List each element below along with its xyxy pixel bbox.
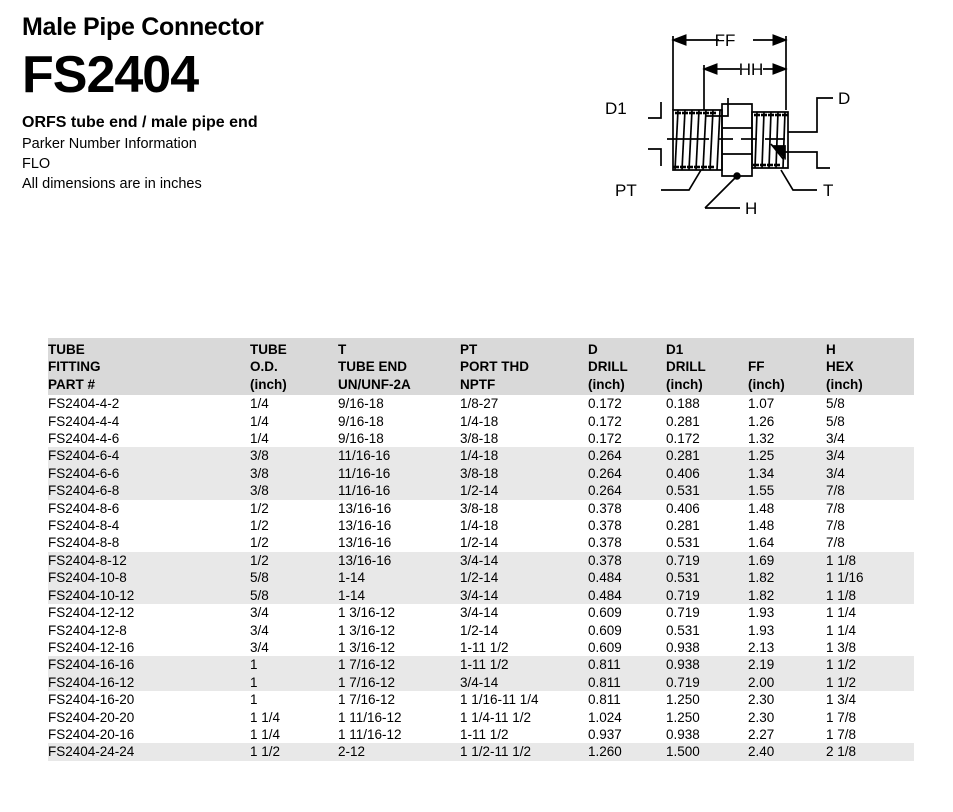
cell-h-hex: 1 1/4: [826, 605, 857, 621]
cell-tube-od: 5/8: [250, 587, 338, 604]
meta-flo: FLO: [22, 156, 51, 172]
cell-port-thd: 3/4-14: [460, 605, 499, 621]
cell-ff: 1.64: [748, 535, 775, 551]
cell-d-drill: 0.378: [588, 518, 622, 534]
cell-h-hex: 5/8: [826, 396, 845, 412]
callout-label-ff: FF: [714, 31, 736, 50]
cell-tube-end: 1 3/16-12: [338, 622, 396, 638]
cell-d1-drill: 0.188: [666, 396, 700, 412]
cell-part: FS2404-10-12: [48, 587, 250, 604]
cell-d-drill: 0.378: [588, 552, 666, 569]
cell-h-hex: 1 1/16: [826, 569, 914, 586]
column-header-d-drill: D DRILL (inch): [588, 338, 666, 395]
cell-part: FS2404-16-12: [48, 674, 250, 691]
table-row: [48, 726, 914, 743]
cell-part: FS2404-16-20: [48, 692, 135, 708]
cell-tube-od: 1/4: [250, 396, 269, 412]
cell-d1-drill: 0.531: [666, 622, 700, 638]
specification-table: [48, 338, 914, 761]
cell-tube-od: 1: [250, 692, 258, 708]
column-header-d1-drill: D1 DRILL (inch): [666, 338, 748, 395]
table-row: [48, 656, 914, 673]
column-header-ff: FF (inch): [748, 338, 826, 395]
cell-part: FS2404-12-12: [48, 605, 135, 621]
cell-ff: 2.19: [748, 656, 826, 673]
cell-d-drill: 0.378: [588, 500, 622, 516]
cell-d-drill: 0.609: [588, 639, 622, 655]
table-row: [48, 604, 914, 621]
cell-ff: 1.48: [748, 500, 775, 516]
cell-part: FS2404-8-8: [48, 535, 120, 551]
cell-h-hex: 3/4: [826, 447, 914, 464]
cell-d-drill: 0.264: [588, 447, 666, 464]
cell-tube-end: 11/16-16: [338, 465, 460, 482]
cell-tube-od: 3/8: [250, 465, 338, 482]
cell-port-thd: 1-11 1/2: [460, 726, 509, 742]
callout-label-h: H: [745, 199, 758, 218]
cell-ff: 1.26: [748, 413, 775, 429]
cell-ff: 1.69: [748, 552, 826, 569]
cell-tube-end: 1 3/16-12: [338, 605, 396, 621]
cell-h-hex: 1 1/2: [826, 656, 914, 673]
cell-d1-drill: 0.531: [666, 569, 748, 586]
cell-tube-end: 1 7/16-12: [338, 692, 396, 708]
specification-table-body: [48, 395, 914, 761]
cell-ff: 1.82: [748, 569, 826, 586]
cell-h-hex: 7/8: [826, 535, 845, 551]
cell-d-drill: 0.172: [588, 413, 622, 429]
cell-part: FS2404-20-20: [48, 709, 135, 725]
cell-port-thd: 1 1/16-11 1/4: [460, 692, 539, 708]
cell-d1-drill: 0.938: [666, 656, 748, 673]
cell-tube-od: 3/4: [250, 605, 269, 621]
t-leader: [785, 152, 830, 168]
cell-h-hex: 1 1/8: [826, 552, 914, 569]
table-row: [48, 482, 914, 499]
cell-h-hex: 7/8: [826, 482, 914, 499]
cell-d-drill: 0.811: [588, 692, 621, 708]
callout-label-pt: PT: [615, 181, 637, 200]
cell-tube-end: 1 11/16-12: [338, 726, 402, 742]
cell-h-hex: 5/8: [826, 413, 845, 429]
cell-d1-drill: 0.281: [666, 518, 700, 534]
cell-tube-end: 11/16-16: [338, 447, 460, 464]
cell-part: FS2404-8-4: [48, 518, 120, 534]
cell-port-thd: 1/8-27: [460, 396, 499, 412]
cell-ff: 1.82: [748, 587, 826, 604]
cell-d1-drill: 0.531: [666, 535, 700, 551]
table-row: [48, 622, 914, 639]
cell-tube-end: 2-12: [338, 743, 460, 760]
cell-ff: 2.30: [748, 709, 775, 725]
cell-tube-end: 13/16-16: [338, 500, 392, 516]
cell-ff: 1.48: [748, 518, 775, 534]
cell-tube-od: 3/8: [250, 482, 338, 499]
cell-part: FS2404-24-24: [48, 743, 250, 760]
cell-port-thd: 3/4-14: [460, 552, 588, 569]
cell-port-thd: 3/8-18: [460, 431, 499, 447]
cell-h-hex: 1 1/8: [826, 587, 914, 604]
cell-port-thd: 1/2-14: [460, 569, 588, 586]
cell-d1-drill: 0.719: [666, 552, 748, 569]
cell-part: FS2404-12-16: [48, 639, 135, 655]
column-header-h-hex: H HEX (inch): [826, 338, 914, 395]
hex-body: [722, 104, 752, 176]
column-header-part: TUBE FITTING PART #: [48, 338, 250, 395]
cell-tube-od: 3/4: [250, 622, 269, 638]
column-header-tube-end: T TUBE END UN/UNF-2A: [338, 338, 460, 395]
cell-tube-end: 1-14: [338, 569, 460, 586]
cell-ff: 1.25: [748, 447, 826, 464]
cell-tube-od: 1/2: [250, 518, 269, 534]
cell-port-thd: 1/4-18: [460, 413, 499, 429]
cell-tube-od: 1/2: [250, 535, 269, 551]
cell-port-thd: 1/2-14: [460, 622, 499, 638]
cell-ff: 2.27: [748, 726, 775, 742]
cell-tube-end: 13/16-16: [338, 552, 460, 569]
table-row: [48, 517, 914, 534]
cell-d1-drill: 0.531: [666, 482, 748, 499]
cell-ff: 2.40: [748, 743, 826, 760]
table-row: [48, 674, 914, 691]
column-header-tube-od: TUBE O.D. (inch): [250, 338, 338, 395]
cell-part: FS2404-10-8: [48, 569, 250, 586]
cell-h-hex: 1 1/2: [826, 674, 914, 691]
cell-d1-drill: 0.281: [666, 413, 700, 429]
pt-callout-leader: [661, 170, 701, 190]
cell-d1-drill: 1.500: [666, 743, 748, 760]
specification-table-container: [48, 338, 914, 761]
cell-d-drill: 0.378: [588, 535, 622, 551]
cell-part: FS2404-8-12: [48, 552, 250, 569]
cell-d1-drill: 1.250: [666, 692, 700, 708]
cell-tube-end: 9/16-18: [338, 413, 384, 429]
cell-d1-drill: 0.719: [666, 605, 700, 621]
table-row: [48, 413, 914, 430]
cell-d-drill: 1.024: [588, 709, 622, 725]
cell-tube-end: 9/16-18: [338, 396, 384, 412]
cell-h-hex: 1 7/8: [826, 726, 857, 742]
cell-part: FS2404-4-2: [48, 396, 120, 412]
cell-d-drill: 0.811: [588, 674, 666, 691]
cell-port-thd: 1 1/4-11 1/2: [460, 709, 532, 725]
table-row: [48, 395, 914, 412]
cell-part: FS2404-6-4: [48, 447, 250, 464]
table-header-row: [48, 338, 914, 395]
cell-tube-end: 9/16-18: [338, 431, 384, 447]
t-callout-leader: [781, 170, 817, 190]
cell-d-drill: 0.172: [588, 431, 622, 447]
callout-label-d: D: [838, 89, 851, 108]
cell-d-drill: 0.937: [588, 726, 622, 742]
page-title: Male Pipe Connector: [22, 13, 264, 41]
cell-port-thd: 1/4-18: [460, 518, 499, 534]
cell-port-thd: 3/4-14: [460, 587, 588, 604]
cell-port-thd: 1/2-14: [460, 535, 499, 551]
header-block: [22, 12, 582, 194]
cell-port-thd: 1/4-18: [460, 447, 588, 464]
cell-tube-od: 1 1/2: [250, 743, 338, 760]
table-row: [48, 552, 914, 569]
cell-h-hex: 1 1/4: [826, 622, 857, 638]
cell-h-hex: 2 1/8: [826, 743, 914, 760]
cell-ff: 1.93: [748, 605, 775, 621]
pt-bracket: [648, 149, 661, 166]
cell-d-drill: 0.264: [588, 482, 666, 499]
cell-d-drill: 0.172: [588, 396, 622, 412]
cell-part: FS2404-6-8: [48, 482, 250, 499]
cell-tube-end: 1-14: [338, 587, 460, 604]
cell-d1-drill: 0.938: [666, 726, 700, 742]
cell-ff: 2.00: [748, 674, 826, 691]
callout-label-d1: D1: [605, 99, 627, 118]
cell-h-hex: 1 3/4: [826, 692, 857, 708]
cell-ff: 2.13: [748, 639, 775, 655]
table-row: [48, 639, 914, 656]
table-row: [48, 569, 914, 586]
h-callout-leader: [705, 176, 737, 208]
cell-tube-od: 1/2: [250, 500, 269, 516]
table-row: [48, 691, 914, 708]
cell-d-drill: 0.484: [588, 587, 666, 604]
cell-port-thd: 3/4-14: [460, 674, 588, 691]
cell-h-hex: 1 3/8: [826, 639, 857, 655]
table-row: [48, 743, 914, 760]
part-number-heading: FS2404: [22, 46, 199, 104]
table-row: [48, 430, 914, 447]
table-row: [48, 465, 914, 482]
cell-d-drill: 1.260: [588, 743, 666, 760]
cell-d1-drill: 0.281: [666, 447, 748, 464]
cell-part: FS2404-12-8: [48, 622, 127, 638]
cell-tube-od: 3/8: [250, 447, 338, 464]
callout-label-hh: HH: [738, 60, 764, 79]
cell-d1-drill: 0.938: [666, 639, 700, 655]
cell-h-hex: 3/4: [826, 465, 914, 482]
cell-tube-od: 1/4: [250, 431, 269, 447]
cell-d-drill: 0.609: [588, 605, 622, 621]
cell-d1-drill: 1.250: [666, 709, 700, 725]
cell-port-thd: 1-11 1/2: [460, 639, 509, 655]
cell-d1-drill: 0.406: [666, 465, 748, 482]
cell-d1-drill: 0.406: [666, 500, 700, 516]
callout-label-t: T: [823, 181, 834, 200]
meta-units-note: All dimensions are in inches: [22, 176, 202, 192]
cell-d1-drill: 0.719: [666, 674, 748, 691]
cell-part: FS2404-20-16: [48, 726, 135, 742]
cell-part: FS2404-4-6: [48, 431, 120, 447]
d1-bracket: [648, 102, 661, 118]
cell-tube-od: 1/4: [250, 413, 269, 429]
cell-h-hex: 3/4: [826, 431, 845, 447]
connector-drawing: [585, 18, 953, 230]
cell-tube-od: 1: [250, 674, 338, 691]
cell-port-thd: 3/8-18: [460, 500, 499, 516]
cell-port-thd: 3/8-18: [460, 465, 588, 482]
cell-tube-end: 13/16-16: [338, 518, 392, 534]
product-subtitle: ORFS tube end / male pipe end: [22, 114, 258, 131]
meta-parker-number-information: Parker Number Information: [22, 136, 197, 152]
cell-port-thd: 1 1/2-11 1/2: [460, 743, 588, 760]
cell-tube-end: 13/16-16: [338, 535, 392, 551]
cell-port-thd: 1/2-14: [460, 482, 588, 499]
table-row: [48, 500, 914, 517]
cell-d1-drill: 0.172: [666, 431, 700, 447]
table-row: [48, 534, 914, 551]
cell-tube-end: 1 7/16-12: [338, 674, 460, 691]
cell-tube-end: 1 11/16-12: [338, 709, 402, 725]
cell-ff: 2.30: [748, 692, 775, 708]
cell-d-drill: 0.811: [588, 656, 666, 673]
cell-d-drill: 0.264: [588, 465, 666, 482]
cell-tube-od: 1 1/4: [250, 709, 281, 725]
cell-tube-end: 11/16-16: [338, 482, 460, 499]
cell-d-drill: 0.484: [588, 569, 666, 586]
table-row: [48, 709, 914, 726]
cell-tube-od: 1/2: [250, 552, 338, 569]
cell-tube-od: 3/4: [250, 639, 269, 655]
cell-d-drill: 0.609: [588, 622, 622, 638]
cell-ff: 1.07: [748, 396, 775, 412]
cell-part: FS2404-6-6: [48, 465, 250, 482]
cell-part: FS2404-16-16: [48, 656, 250, 673]
cell-part: FS2404-4-4: [48, 413, 120, 429]
cell-part: FS2404-8-6: [48, 500, 120, 516]
cell-h-hex: 1 7/8: [826, 709, 857, 725]
cell-port-thd: 1-11 1/2: [460, 656, 588, 673]
cell-d1-drill: 0.719: [666, 587, 748, 604]
cell-h-hex: 7/8: [826, 500, 845, 516]
cell-tube-end: 1 3/16-12: [338, 639, 396, 655]
cell-ff: 1.55: [748, 482, 826, 499]
table-row: [48, 447, 914, 464]
cell-h-hex: 7/8: [826, 518, 845, 534]
d-leader: [788, 98, 833, 132]
cell-tube-end: 1 7/16-12: [338, 656, 460, 673]
cell-ff: 1.93: [748, 622, 775, 638]
cell-ff: 1.34: [748, 465, 826, 482]
cell-tube-od: 1: [250, 656, 338, 673]
table-row: [48, 587, 914, 604]
cell-ff: 1.32: [748, 431, 775, 447]
cell-tube-od: 1 1/4: [250, 726, 281, 742]
cell-tube-od: 5/8: [250, 569, 338, 586]
column-header-port-thd: PT PORT THD NPTF: [460, 338, 588, 395]
